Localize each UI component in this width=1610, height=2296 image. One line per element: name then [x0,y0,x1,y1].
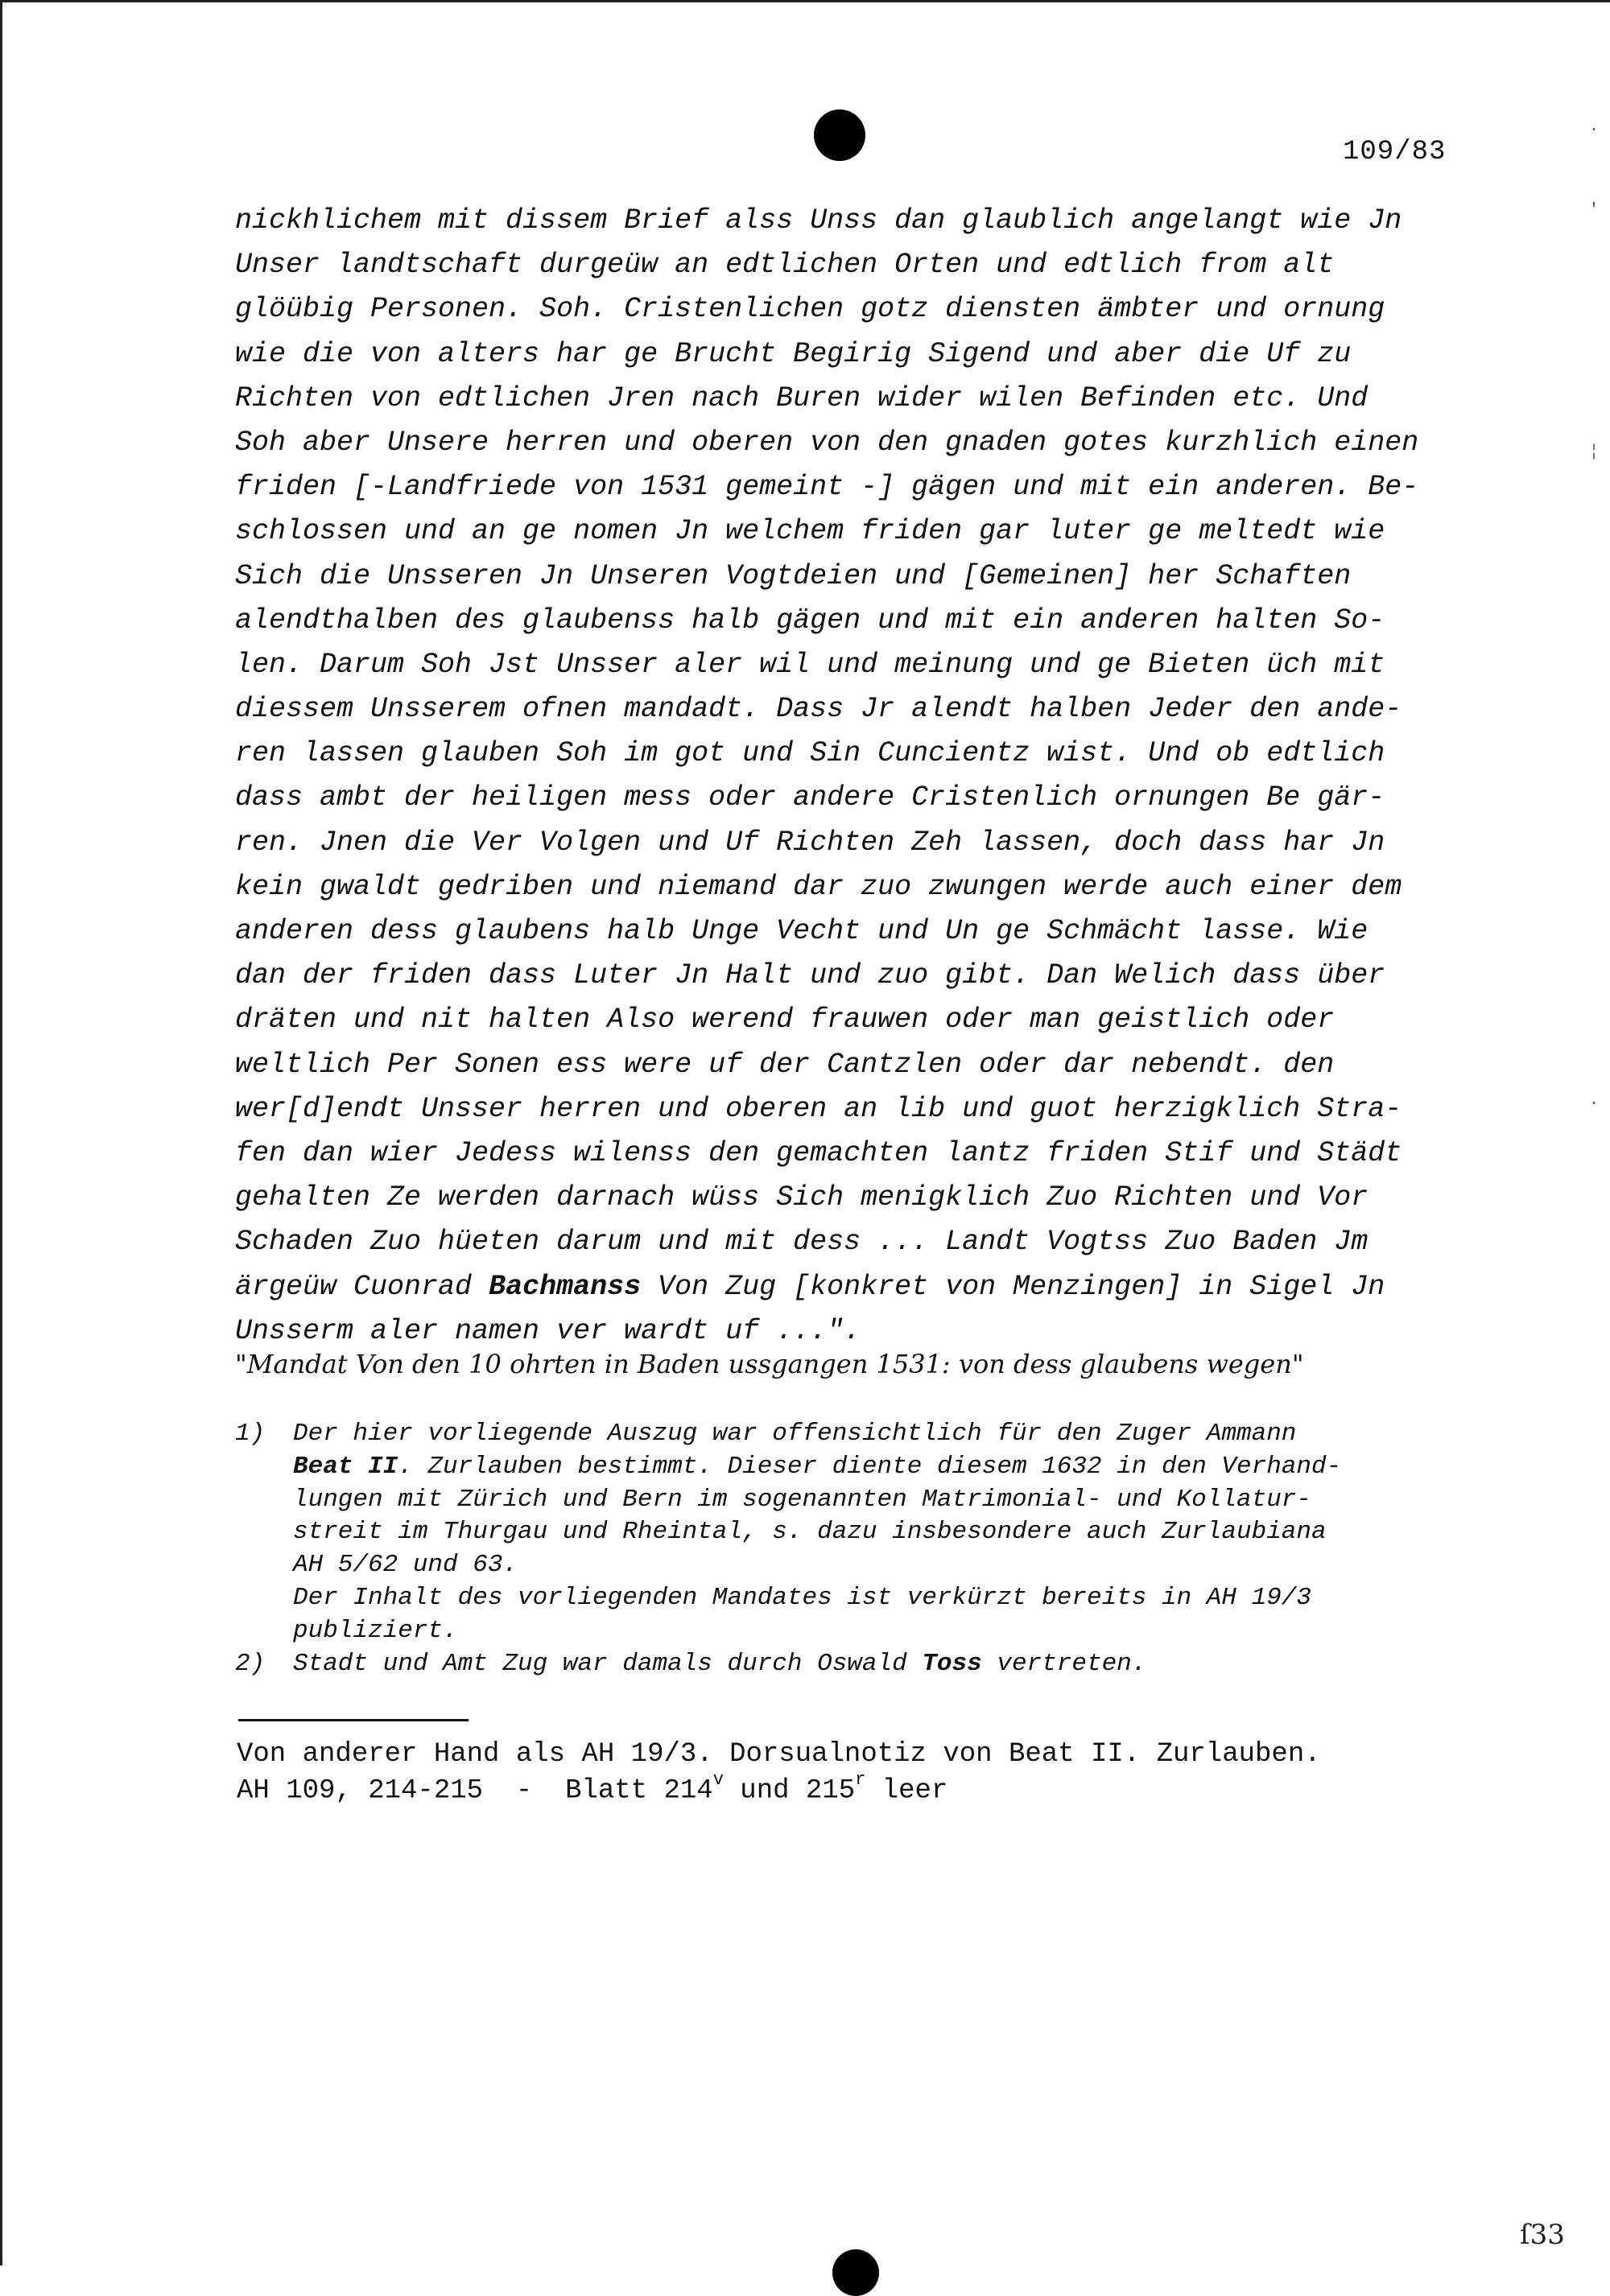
page-number: 109/83 [1343,137,1447,167]
main-text-block [235,199,1467,1354]
text-line: fen dan wier Jedess wilenss den gemachten lantz friden Stif und Städt [235,1136,1402,1169]
text-line: ren lassen glauben Soh im got und Sin Cuncientz wist. Und ob edtlich [235,737,1385,770]
source-line [237,1769,1321,1807]
text-line: friden [-Landfriede von 1531 gemeint -] gägen und mit ein anderen. Be- [235,471,1419,504]
footnote-text: vertreten. [981,1649,1147,1678]
text-line: alendthalben des glaubenss halb gägen und mit ein anderen halten So- [235,604,1385,637]
page-edge-top [0,0,1610,2]
source-text: und 215 [723,1775,856,1807]
superscript: r [855,1770,866,1790]
margin-speck: ' [1589,201,1600,220]
footnote-separator [238,1719,469,1721]
footnote-2-line [235,1648,1467,1681]
text-line: Unser landtschaft durgeüw an edtlichen Orten und edtlich from alt [235,249,1335,282]
text-line: glöübig Personen. Soh. Cristenlichen gotz diensten ämbter und ornung [235,293,1385,326]
text-line: schlossen und an ge nomen Jn welchem friden gar luter ge meltedt wie [235,515,1385,548]
footnote-1-line [235,1516,1467,1549]
source-note [237,1739,1321,1807]
superscript: v [712,1770,724,1790]
text-line: Soh aber Unsere herren und oberen von den gnaden gotes kurzhlich einen [235,426,1419,459]
footnote-text: . Zurlauben bestimmt. Dieser diente diesem 1632 in den Verhand- [398,1452,1342,1481]
footnote-text: Stadt und Amt Zug war damals durch Oswald [293,1649,923,1678]
footnote-text: Der Inhalt des vorliegenden Mandates ist verkürzt bereits in AH 19/3 [293,1583,1312,1612]
text-line: gehalten Ze werden darnach wüss Sich menigklich Zuo Richten und Vor [235,1181,1368,1214]
punch-hole-mark [814,109,865,161]
source-text: leer [865,1775,948,1807]
text-line: wie die von alters har ge Brucht Begirig Sigend und aber die Uf zu [235,337,1352,370]
bold-name: Bachmanss [489,1270,642,1303]
text-line: ren. Jnen die Ver Volgen und Uf Richten Zeh lassen, doch dass har Jn [235,826,1385,859]
text-line: anderen dess glaubens halb Unge Vecht und Un ge Schmächt lasse. Wie [235,915,1368,947]
footnote-bold-name: Beat II [293,1452,398,1481]
text-line: dan der friden dass Luter Jn Halt und zuo gibt. Dan Welich dass über [235,959,1385,992]
footnote-number: 1) [235,1420,266,1448]
footnote-1-line [235,1484,1467,1517]
footnote-1-line [235,1451,1467,1484]
text-line: len. Darum Soh Jst Unsser aler wil und meinung und ge Bieten üch mit [235,648,1385,681]
text-line: diessem Unsserem ofnen mandadt. Dass Jr alendt halben Jeder den ande- [235,693,1402,726]
text-line: Schaden Zuo hüeten darum und mit dess ... Landt Vogtss Zuo Baden Jm [235,1226,1368,1259]
archive-stamp: ſ33 [1520,2219,1565,2251]
footnote-1-line [235,1582,1467,1615]
text-fragment: Von Zug [konkret von Menzingen] in Sigel Jn [641,1270,1385,1303]
text-line: dräten und nit halten Also werend frauwen oder man geistlich oder [235,1004,1335,1037]
footnote-text: streit im Thurgau und Rheintal, s. dazu insbesondere auch Zurlaubiana [293,1518,1327,1547]
text-line: kein gwaldt gedriben und niemand dar zuo zwungen werde auch einer dem [235,870,1402,903]
text-line: Unsserm aler namen ver wardt uf ...". [235,1314,861,1347]
footnote-text: lungen mit Zürich und Bern im sogenannten Matrimonial- und Kollatur- [293,1485,1312,1514]
text-line-with-name [235,1265,1467,1309]
source-line: Von anderer Hand als AH 19/3. Dorsualnotiz von Beat II. Zurlauben. [237,1739,1321,1770]
text-fragment: ärgeüw Cuonrad [235,1270,489,1303]
margin-speck: ¦ [1589,443,1600,461]
margin-speck: · [1589,1094,1600,1113]
mandate-title: "Mandat Von den 10 ohrten in Baden ussgangen 1531: von dess glaubens wegen" [235,1349,1304,1379]
footnote-text: Der hier vorliegende Auszug war offensichtlich für den Zuger Ammann [293,1420,1297,1448]
page-edge-left [0,0,2,2265]
punch-hole-mark-bottom [832,2249,879,2296]
footnote-bold-name: Toss [922,1649,982,1678]
text-line: wer[d]endt Unsser herren und oberen an lib und guot herzigklich Stra- [235,1092,1402,1125]
footnote-text: AH 5/62 und 63. [293,1551,518,1580]
text-line: Richten von edtlichen Jren nach Buren wider wilen Befinden etc. Und [235,381,1368,414]
source-text: AH 109, 214-215 - Blatt 214 [237,1775,713,1807]
text-line: Sich die Unsseren Jn Unseren Vogtdeien und [Gemeinen] her Schaften [235,559,1352,592]
footnote-number: 2) [235,1649,266,1678]
text-line: dass ambt der heiligen mess oder andere Cristenlich ornungen Be gär- [235,781,1385,814]
text-line: nickhlichem mit dissem Brief alss Unss dan glaublich angelangt wie Jn [235,204,1402,237]
footnote-1-line [235,1549,1467,1582]
footnote-1-line [235,1418,1467,1451]
text-line: weltlich Per Sonen ess were uf der Cantzlen oder dar nebendt. den [235,1048,1335,1081]
footnote-text: publiziert. [293,1616,458,1645]
footnotes [235,1418,1467,1680]
footnote-1-line [235,1615,1467,1648]
margin-speck: · [1589,121,1600,139]
